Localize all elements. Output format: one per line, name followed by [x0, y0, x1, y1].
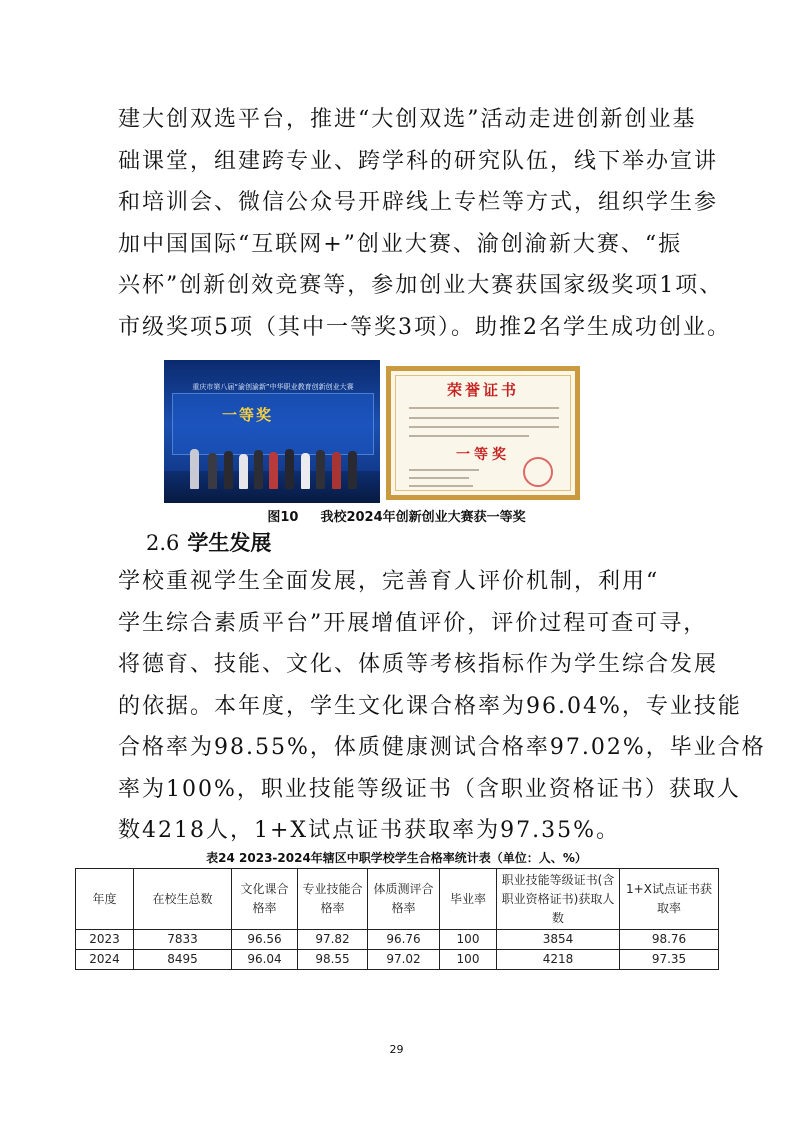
table-cell: 97.82 — [298, 930, 368, 950]
table-cell: 97.35 — [620, 950, 719, 970]
table-header-cell: 1+X试点证书获取率 — [620, 869, 719, 930]
text-line: 学校重视学生全面发展，完善育人评价机制，利用“ — [118, 569, 660, 594]
table-header-cell: 职业技能等级证书(含职业资格证书)获取人数 — [497, 869, 620, 930]
page-number: 29 — [389, 1043, 404, 1056]
award-figure — [164, 360, 580, 503]
table-header-cell: 年度 — [76, 869, 134, 930]
pass-rate-table — [75, 868, 719, 970]
text-line: 的依据。本年度，学生文化课合格率为96.04%，专业技能 — [118, 693, 742, 719]
table-header-cell: 体质测评合格率 — [368, 869, 440, 930]
person-figure — [208, 453, 217, 489]
table-row — [76, 930, 719, 950]
text-line: 数4218人，1+X试点证书获取率为97.35%。 — [118, 818, 620, 843]
person-figure — [332, 452, 341, 489]
text-line: 合格率为98.55%，体质健康测试合格率97.02%，毕业合格 — [118, 735, 766, 760]
table-cell: 100 — [440, 950, 497, 970]
person-figure — [316, 450, 325, 489]
table-header-cell: 在校生总数 — [134, 869, 232, 930]
person-figure — [239, 454, 248, 489]
table-header-cell: 专业技能合格率 — [298, 869, 368, 930]
table-cell: 96.76 — [368, 930, 440, 950]
honor-certificate — [386, 366, 580, 500]
paragraph-student-development — [118, 561, 766, 852]
table-cell: 2023 — [76, 930, 134, 950]
certificate-text-line — [409, 407, 559, 409]
section-title: 学生发展 — [187, 531, 272, 555]
person-figure — [348, 451, 357, 489]
text-line: 础课堂，组建跨专业、跨学科的研究队伍，线下举办宣讲 — [118, 148, 719, 174]
text-line: 将德育、技能、文化、体质等考核指标作为学生综合发展 — [118, 652, 719, 677]
figure-number: 图10 — [267, 510, 299, 525]
certificate-text-line — [409, 477, 469, 479]
figure-caption — [0, 506, 793, 525]
stage-award-text: 一等奖 — [222, 406, 274, 424]
certificate-title: 荣誉证书 — [446, 381, 519, 399]
certificate-text-line — [409, 485, 473, 487]
text-line: 加中国国际“互联网+”创业大赛、渝创渝新大赛、“振 — [118, 231, 683, 257]
section-number: 2.6 — [146, 531, 180, 555]
table-header-row — [76, 869, 719, 930]
person-figure — [254, 450, 263, 489]
figure-caption-text: 我校2024年创新创业大赛获一等奖 — [320, 510, 526, 525]
award-ceremony-photo — [164, 360, 380, 503]
person-figure — [301, 453, 310, 489]
person-figure — [190, 449, 199, 489]
certificate-seal — [523, 457, 553, 487]
section-heading — [146, 527, 271, 557]
table-cell: 96.56 — [232, 930, 298, 950]
table-cell: 4218 — [497, 950, 620, 970]
table-cell: 97.02 — [368, 950, 440, 970]
person-figure — [285, 449, 294, 489]
paragraph-innovation — [118, 99, 731, 348]
certificate-text-line — [409, 469, 479, 471]
text-line: 学生综合素质平台”开展增值评价，评价过程可查可寻， — [118, 610, 708, 636]
table-caption: 表24 2023-2024年辖区中职学校学生合格率统计表（单位：人、%） — [206, 851, 587, 865]
table-cell: 96.04 — [232, 950, 298, 970]
text-line: 兴杯”创新创效竞赛等，参加创业大赛获国家级奖项1项、 — [118, 273, 724, 298]
certificate-text-line — [409, 426, 559, 428]
table-cell: 100 — [440, 930, 497, 950]
text-line: 率为100%，职业技能等级证书（含职业资格证书）获取人 — [118, 776, 741, 802]
table-row — [76, 950, 719, 970]
text-line: 建大创双选平台，推进“大创双选”活动走进创新创业基 — [118, 107, 697, 132]
table-cell: 3854 — [497, 930, 620, 950]
table-cell: 98.55 — [298, 950, 368, 970]
certificate-text-line — [409, 417, 559, 419]
table-header-cell: 文化课合格率 — [232, 869, 298, 930]
table-cell: 8495 — [134, 950, 232, 970]
table-cell: 2024 — [76, 950, 134, 970]
text-line: 市级奖项5项（其中一等奖3项）。助推2名学生成功创业。 — [118, 314, 731, 340]
table-header-cell: 毕业率 — [440, 869, 497, 930]
certificate-award: 一等奖 — [456, 447, 510, 463]
text-line: 和培训会、微信公众号开辟线上专栏等方式，组织学生参 — [118, 190, 719, 215]
table-cell: 98.76 — [620, 930, 719, 950]
person-figure — [269, 452, 278, 489]
table-cell: 7833 — [134, 930, 232, 950]
certificate-text-line — [409, 435, 529, 437]
person-figure — [224, 451, 233, 489]
stage-banner-text: 重庆市第八届“渝创渝新”中华职业教育创新创业大赛 — [192, 383, 354, 391]
